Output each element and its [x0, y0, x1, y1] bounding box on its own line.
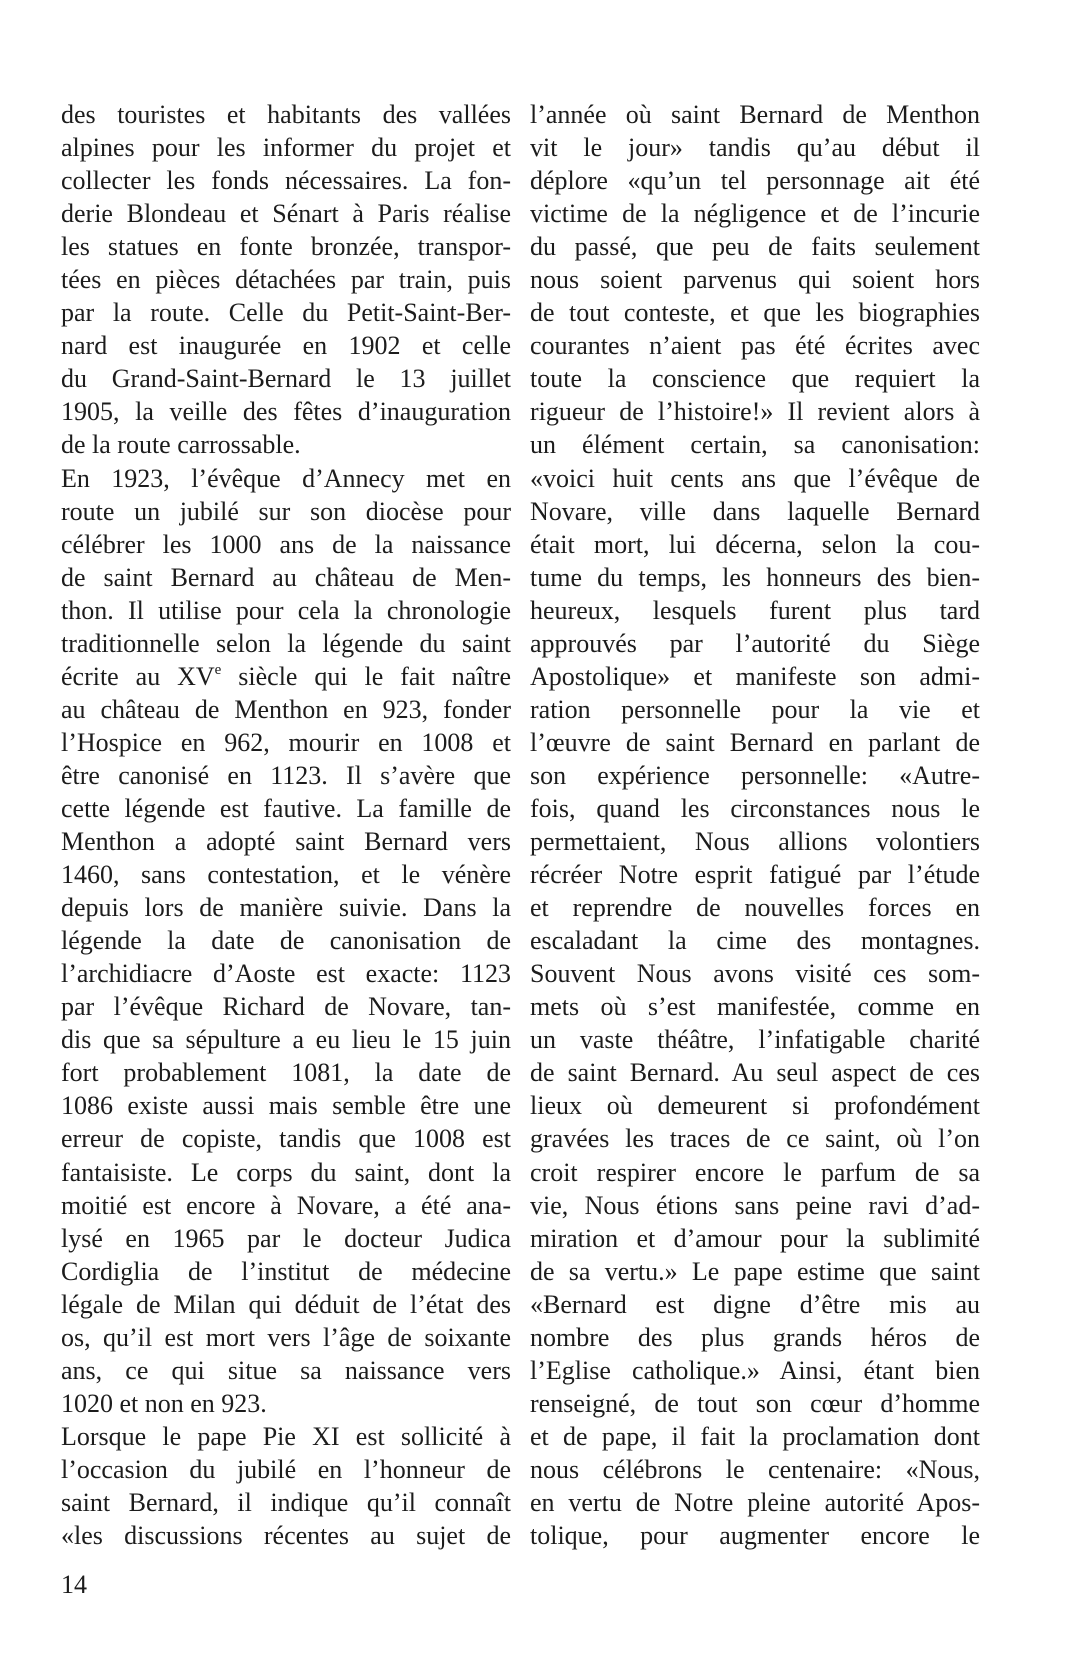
text-line-content: En 1923, l’évêque d’Annecy met en [61, 463, 511, 493]
text-line [530, 627, 980, 660]
text-line [61, 924, 511, 957]
text-line [61, 362, 511, 395]
text-line-content: nous célébrons le centenaire: «Nous, [530, 1454, 980, 1484]
text-line [530, 528, 980, 561]
text-line [61, 957, 511, 990]
text-line [61, 1156, 511, 1189]
text-line [61, 891, 511, 924]
text-line-content: depuis lors de manière suivie. Dans la [61, 893, 511, 923]
text-line [530, 296, 980, 329]
text-line [61, 296, 511, 329]
text-line-content: et reprendre de nouvelles forces en [530, 893, 980, 923]
text-line-content: nard est inaugurée en 1902 et celle [61, 331, 511, 361]
text-line-content: son expérience personnelle: «Autre- [530, 760, 980, 790]
text-line-content: ans, ce qui situe sa naissance vers [61, 1355, 511, 1385]
text-line [61, 561, 511, 594]
text-line-content: au château de Menthon en 923, fonder [61, 694, 511, 724]
text-line [61, 1288, 511, 1321]
text-line-content: du Grand-Saint-Bernard le 13 juillet [61, 364, 511, 394]
text-line [61, 230, 511, 263]
text-line-content: Cordiglia de l’institut de médecine [61, 1256, 511, 1286]
text-line-content: en vertu de Notre pleine autorité Apos- [530, 1487, 980, 1517]
text-line-content: l’Eglise catholique.» Ainsi, étant bien [530, 1355, 980, 1385]
text-line [61, 594, 511, 627]
text-line-content: et de pape, il fait la proclamation dont [530, 1421, 980, 1451]
text-line [61, 1519, 511, 1552]
text-line-content: vit le jour» tandis qu’au début il [530, 133, 980, 163]
text-line-content: croit respirer encore le parfum de sa [530, 1157, 980, 1187]
text-line-content: des touristes et habitants des vallées [61, 100, 511, 129]
text-line-content: cette légende est fautive. La famille de [61, 793, 511, 823]
text-line-content: traditionnelle selon la légende du saint [61, 628, 511, 658]
text-line [530, 858, 980, 891]
text-line-content: thon. Il utilise pour cela la chronologie [61, 595, 511, 625]
text-line [61, 329, 511, 362]
text-line-content: fois, quand les circonstances nous le [530, 793, 980, 823]
text-line-content: par l’évêque Richard de Novare, tan- [61, 992, 511, 1022]
text-line-content: Lorsque le pape Pie XI est sollicité à [61, 1421, 511, 1451]
text-line-content: l’Hospice en 962, mourir en 1008 et [61, 727, 511, 757]
text-line [61, 98, 511, 131]
text-line [530, 230, 980, 263]
text-line [61, 1222, 511, 1255]
text-line [61, 660, 511, 693]
text-line [530, 1420, 980, 1453]
text-line-content: saint Bernard, il indique qu’il connaît [61, 1487, 511, 1517]
text-line-content: les statues en fonte bronzée, transpor- [61, 232, 511, 262]
text-line-continuation: siècle qui le fait naître [221, 661, 511, 691]
text-line-content: toute la conscience que requiert la [530, 364, 980, 394]
text-line-content: l’année où saint Bernard de Menthon [530, 100, 980, 129]
text-line [61, 1122, 511, 1155]
text-line [61, 1354, 511, 1387]
text-line-content: Souvent Nous avons visité ces som- [530, 959, 980, 989]
text-line [61, 858, 511, 891]
text-line-content: 1905, la veille des fêtes d’inauguration [61, 397, 511, 427]
text-line [61, 428, 511, 461]
text-line [61, 1023, 511, 1056]
text-line-content: alpines pour les informer du projet et [61, 133, 511, 163]
text-line-content: 1020 et non en 923. [61, 1388, 267, 1418]
text-line-content: Apostolique» et manifeste son admi- [530, 661, 980, 691]
text-line [61, 792, 511, 825]
text-line-content: récréer Notre esprit fatigué par l’étude [530, 860, 980, 890]
text-line-content: légende la date de canonisation de [61, 926, 511, 956]
text-line [61, 495, 511, 528]
text-line [530, 726, 980, 759]
text-line-content: Menthon a adopté saint Bernard vers [61, 827, 511, 857]
text-line-content: de saint Bernard. Au seul aspect de ces [530, 1058, 980, 1088]
text-line-content: l’archidiacre d’Aoste est exacte: 1123 [61, 959, 511, 989]
text-line [61, 1321, 511, 1354]
text-line-content: par la route. Celle du Petit-Saint-Ber- [61, 298, 511, 328]
text-line [530, 1354, 980, 1387]
text-line-content: route un jubilé sur son diocèse pour [61, 496, 511, 526]
text-line-content: collecter les fonds nécessaires. La fon- [61, 166, 511, 196]
text-line-content: du passé, que peu de faits seulement [530, 232, 980, 262]
text-line-content: lieux où demeurent si profondément [530, 1091, 980, 1121]
text-line [530, 428, 980, 461]
text-line-content: écrite au XV [61, 661, 215, 691]
text-line-content: 1460, sans contestation, et le vénère [61, 860, 511, 890]
text-line-content: nous soient parvenus qui soient hors [530, 265, 980, 295]
text-line [530, 1222, 980, 1255]
text-line [61, 395, 511, 428]
text-line-content: «les discussions récentes au sujet de [61, 1521, 511, 1551]
text-line [530, 957, 980, 990]
text-line-content: ration personnelle pour la vie et [530, 694, 980, 724]
text-line-content: miration et d’amour pour la sublimité [530, 1223, 980, 1253]
text-line [530, 891, 980, 924]
text-line [530, 693, 980, 726]
text-line-content: tées en pièces détachées par train, puis [61, 265, 511, 295]
text-line [61, 1453, 511, 1486]
text-line [61, 1089, 511, 1122]
text-line-content: tume du temps, les honneurs des bien- [530, 562, 980, 592]
text-line [530, 1486, 980, 1519]
text-line-content: vie, Nous étions sans peine ravi d’ad- [530, 1190, 980, 1220]
text-line-content: «Bernard est digne d’être mis au [530, 1289, 980, 1319]
right-column [530, 98, 980, 1552]
left-column [61, 98, 511, 1552]
superscript: e [214, 661, 222, 678]
text-line [61, 759, 511, 792]
text-line-content: renseigné, de tout son cœur d’homme [530, 1388, 980, 1418]
text-line-content: nombre des plus grands héros de [530, 1322, 980, 1352]
text-line-content: Novare, ville dans laquelle Bernard [530, 496, 980, 526]
text-line [530, 1122, 980, 1155]
page-number: 14 [61, 1570, 87, 1599]
text-line-content: rigueur de l’histoire!» Il revient alors à [530, 397, 980, 427]
text-line-content: de sa vertu.» Le pape estime que saint [530, 1256, 980, 1286]
text-line-content: gravées les traces de ce saint, où l’on [530, 1124, 980, 1154]
text-line-content: approuvés par l’autorité du Siège [530, 628, 980, 658]
text-line [61, 990, 511, 1023]
text-line [61, 693, 511, 726]
text-line-content: 1086 existe aussi mais semble être une [61, 1091, 511, 1121]
text-line-content: moitié est encore à Novare, a été ana- [61, 1190, 511, 1220]
text-line [530, 1255, 980, 1288]
text-line [61, 1486, 511, 1519]
text-line-content: déplore «qu’un tel personnage ait été [530, 166, 980, 196]
text-line [530, 1056, 980, 1089]
text-line-content: être canonisé en 1123. Il s’avère que [61, 760, 511, 790]
text-line-content: de saint Bernard au château de Men- [61, 562, 511, 592]
text-line [530, 1519, 980, 1552]
text-line-content: dis que sa sépulture a eu lieu le 15 juin [61, 1025, 511, 1055]
text-line [530, 329, 980, 362]
text-line-content: tolique, pour augmenter encore le [530, 1521, 980, 1551]
text-line [61, 197, 511, 230]
text-line-content: lysé en 1965 par le docteur Judica [61, 1223, 511, 1253]
text-line [530, 1089, 980, 1122]
text-line [61, 1189, 511, 1222]
text-line-content: fort probablement 1081, la date de [61, 1058, 511, 1088]
text-line [530, 98, 980, 131]
text-line-content: «voici huit cents ans que l’évêque de [530, 463, 980, 493]
text-line [530, 131, 980, 164]
text-line [61, 1420, 511, 1453]
text-line [530, 395, 980, 428]
text-line [61, 164, 511, 197]
text-line-content: légale de Milan qui déduit de l’état des [61, 1289, 511, 1319]
text-line-content: l’occasion du jubilé en l’honneur de [61, 1454, 511, 1484]
text-line [530, 1453, 980, 1486]
text-line [61, 825, 511, 858]
text-line [61, 528, 511, 561]
text-line [61, 263, 511, 296]
text-line-content: courantes n’aient pas été écrites avec [530, 331, 980, 361]
text-line [61, 1255, 511, 1288]
text-line [61, 1387, 511, 1420]
text-line-content: de la route carrossable. [61, 430, 301, 460]
text-line [530, 1156, 980, 1189]
text-line [530, 462, 980, 495]
text-line [530, 660, 980, 693]
text-line [530, 825, 980, 858]
text-line [530, 263, 980, 296]
text-line [530, 1321, 980, 1354]
text-line [530, 197, 980, 230]
text-line-content: l’œuvre de saint Bernard en parlant de [530, 727, 980, 757]
text-line-content: derie Blondeau et Sénart à Paris réalise [61, 199, 511, 229]
text-line [530, 759, 980, 792]
text-line [530, 990, 980, 1023]
text-line-content: os, qu’il est mort vers l’âge de soixante [61, 1322, 511, 1352]
text-line-content: escaladant la cime des montagnes. [530, 926, 980, 956]
text-line-content: fantaisiste. Le corps du saint, dont la [61, 1157, 511, 1187]
text-line [61, 1056, 511, 1089]
text-line [530, 561, 980, 594]
text-line-content: un élément certain, sa canonisation: [530, 430, 980, 460]
text-line [530, 1189, 980, 1222]
text-line [530, 924, 980, 957]
text-line-content: était mort, lui décerna, selon la cou- [530, 529, 980, 559]
text-line [61, 462, 511, 495]
text-line-content: un vaste théâtre, l’infatigable charité [530, 1025, 980, 1055]
text-line-content: célébrer les 1000 ans de la naissance [61, 529, 511, 559]
text-line-content: victime de la négligence et de l’incurie [530, 199, 980, 229]
text-line [530, 1288, 980, 1321]
text-line [61, 131, 511, 164]
text-line [530, 792, 980, 825]
text-line-content: mets où s’est manifestée, comme en [530, 992, 980, 1022]
text-line [61, 726, 511, 759]
text-line [530, 1023, 980, 1056]
text-line [530, 164, 980, 197]
text-line [61, 627, 511, 660]
text-line-content: heureux, lesquels furent plus tard [530, 595, 980, 625]
text-line [530, 1387, 980, 1420]
text-line [530, 495, 980, 528]
text-line-content: erreur de copiste, tandis que 1008 est [61, 1124, 511, 1154]
text-line-content: permettaient, Nous allions volontiers [530, 827, 980, 857]
text-line [530, 594, 980, 627]
text-line [530, 362, 980, 395]
text-line-content: de tout conteste, et que les biographies [530, 298, 980, 328]
